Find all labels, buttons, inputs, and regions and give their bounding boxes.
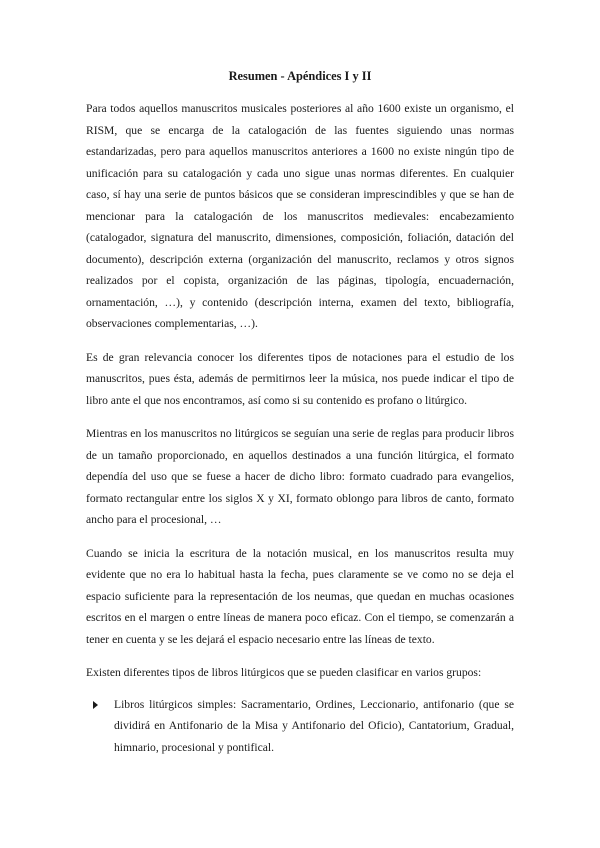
liturgical-books-list [86,694,514,759]
list-intro: Existen diferentes tipos de libros litúrgicos que se pueden clasificar en varios grupos: [86,666,482,679]
page-title: Resumen - Apéndices I y II [228,69,372,83]
list-item [86,694,514,759]
paragraph-book-formats: Mientras en los manuscritos no litúrgicos se seguían una serie de reglas para producir libros de un tamaño proporcionado, en aquellos destinados a una función litúrgica, el formato dependía del uso que se fuese a hacer de dicho libro: formato cuadrado para evangelios, formato rectangular entre los siglos X y XI, formato oblongo para libros de canto, formato ancho para el procesional, … [86,427,514,526]
paragraph-rism-cataloguing: Para todos aquellos manuscritos musicales posteriores al año 1600 existe un organismo, el RISM, que se encarga de la catalogación de las fuentes siguiendo unas normas estandarizadas, pero para aquellos manuscritos anteriores a 1600 no existe ningún tipo de unificación para su catalogación y cada uno sigue unas normas diferentes. En cualquier caso, sí hay una serie de puntos básicos que se consideran imprescindibles y que se han de mencionar para la catalogación de los manuscritos medievales: encabezamiento (catalogador, signatura del manuscrito, dimensiones, composición, foliación, datación del documento), descripción externa (organización del manuscrito, reclamos y otros signos realizados por el copista, organización de las páginas, tipología, encuadernación, ornamentación, …), y contenido (descripción interna, examen del texto, bibliografía, observaciones complementarias, …). [86,102,514,330]
paragraph-notation-space: Cuando se inicia la escritura de la notación musical, en los manuscritos resulta muy evidente que no era lo habitual hasta la fecha, pues claramente se ve como no se deja el espacio suficiente para la representación de los neumas, que quedan en muchas ocasiones escritos en el margen o entre líneas de manera poco eficaz. Con el tiempo, se comenzarán a tener en cuenta y se les dejará el espacio necesario entre las líneas de texto. [86,546,514,646]
paragraph-notation-relevance: Es de gran relevancia conocer los diferentes tipos de notaciones para el estudio de los manuscritos, pues ésta, además de permitirnos leer la música, nos puede indicar el tipo de libro ante el que nos encontramos, así como si su contenido es profano o litúrgico. [86,350,514,407]
list-item-text: Libros litúrgicos simples: Sacramentario, Ordines, Leccionario, antifonario (que se dividirá en Antifonario de la Misa y Antifonario del Oficio), Cantatorium, Gradual, himnario, procesional y pontifical. [114,697,514,754]
triangle-bullet-icon [93,701,98,709]
